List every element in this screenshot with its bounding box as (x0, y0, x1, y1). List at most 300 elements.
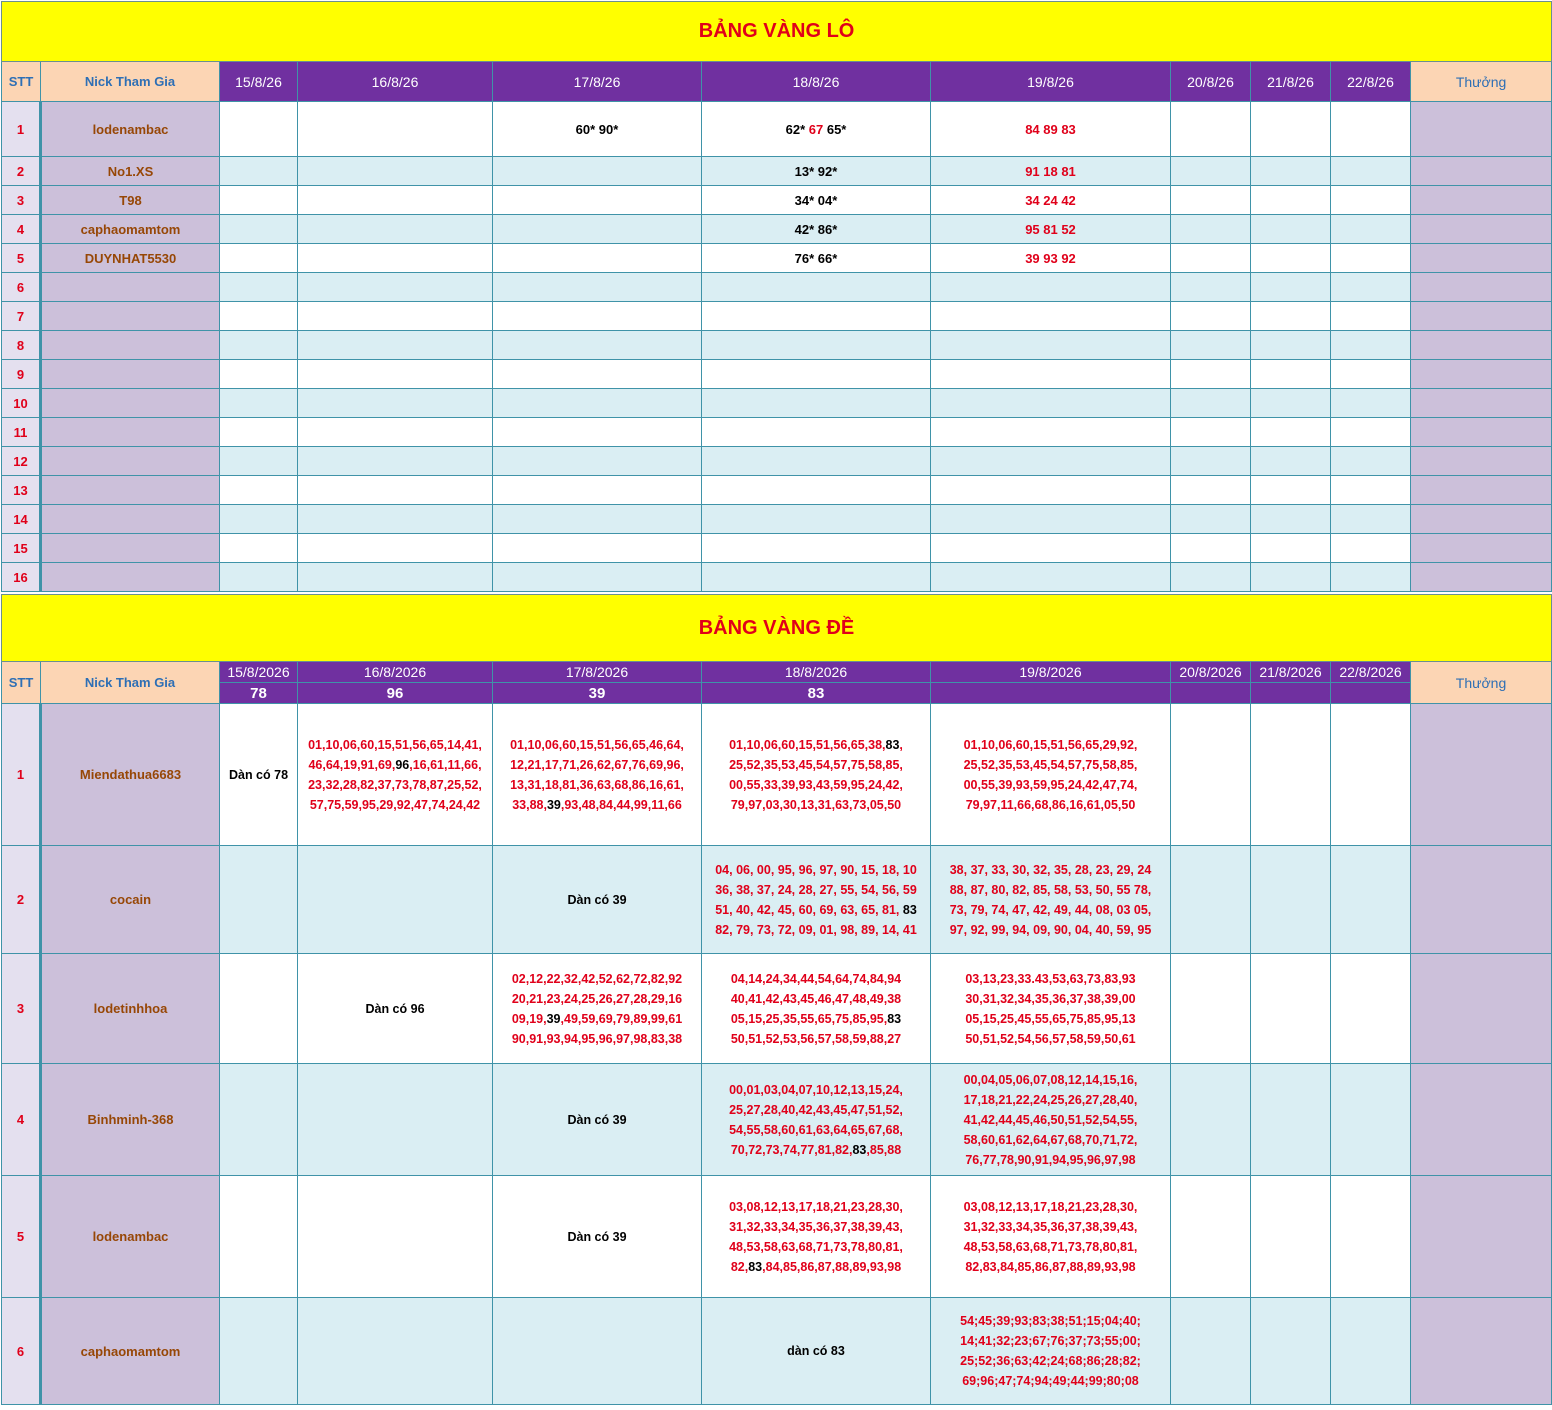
row-nick: caphaomamtom (41, 215, 220, 244)
de-cell-18 (702, 1298, 931, 1405)
de-header-date: 20/8/2026 (1171, 662, 1251, 683)
lo-cell-21 (1251, 360, 1331, 389)
lo-cell-21 (1251, 302, 1331, 331)
de-cell-part: 01,10,06,60,15,51,56,65,46,64, 12,21,17,71,26,62,67,76,69,96, 13,31,18,81,36,63,68,86,16,61, 33,88, (510, 737, 684, 812)
lo-cell-22 (1331, 244, 1411, 273)
de-cell-part: 00,01,03,04,07,10,12,13,15,24, 25,27,28,40,42,43,45,47,51,52, 54,55,58,60,61,63,64,65,67,68, 70,72,73,74,77,81,82, (729, 1082, 903, 1157)
row-thuong (1411, 418, 1552, 447)
de-cell-17 (493, 1064, 702, 1176)
row-thuong (1411, 389, 1552, 418)
lo-cell-20 (1171, 418, 1251, 447)
row-thuong (1411, 447, 1552, 476)
lo-cell-18 (702, 476, 931, 505)
lo-cell-16 (298, 215, 493, 244)
lo-cell-21 (1251, 505, 1331, 534)
lo-cell-17 (493, 186, 702, 215)
de-cell-15 (220, 846, 298, 954)
lo-cell-19 (931, 244, 1171, 273)
lo-cell-16 (298, 302, 493, 331)
row-nick: lodenambac (41, 102, 220, 157)
de-cell-17 (493, 1298, 702, 1405)
de-header-date: 17/8/2026 (493, 662, 702, 683)
row-stt: 2 (2, 846, 41, 954)
row-stt: 6 (2, 1298, 41, 1405)
de-cell-21 (1251, 704, 1331, 846)
de-header-thuong: Thưởng (1411, 662, 1552, 704)
lo-cell-22 (1331, 534, 1411, 563)
row-nick (41, 476, 220, 505)
lo-cell-15 (220, 331, 298, 360)
de-cell-hit: 83 (852, 1142, 867, 1157)
lo-cell-19 (931, 157, 1171, 186)
de-cell-part: ,84,85,86,87,88,89,93,98 (762, 1259, 902, 1274)
de-cell-22 (1331, 704, 1411, 846)
lo-cell-value: 91 18 81 (1025, 163, 1076, 179)
de-result: 96 (298, 683, 493, 704)
lo-cell-19 (931, 447, 1171, 476)
lo-header-nick: Nick Tham Gia (41, 62, 220, 102)
lo-cell-value: 84 89 83 (1025, 121, 1076, 137)
lo-header-date: 18/8/26 (702, 62, 931, 102)
de-table (1, 594, 1552, 1405)
de-cell-value: Dàn có 39 (567, 1112, 627, 1127)
de-cell-21 (1251, 1064, 1331, 1176)
de-cell-value: dàn có 83 (787, 1344, 845, 1358)
row-thuong (1411, 846, 1552, 954)
lo-cell-15 (220, 302, 298, 331)
lo-cell-15 (220, 157, 298, 186)
de-cell-21 (1251, 1176, 1331, 1298)
lo-cell-20 (1171, 447, 1251, 476)
row-stt: 4 (2, 215, 41, 244)
row-thuong (1411, 331, 1552, 360)
lo-cell-hit: 67 (808, 121, 824, 137)
de-cell-value: 54;45;39;93;83;38;51;15;04;40; 14;41;32;23;67;76;37;73;55;00; 25;52;36;63;42;24;68;86;28;82; 69;96;47;74;94;49;44;99;80;08 (960, 1314, 1141, 1388)
lo-cell-21 (1251, 102, 1331, 157)
lo-cell-20 (1171, 563, 1251, 592)
de-cell-17 (493, 954, 702, 1064)
table-row (2, 704, 1552, 846)
de-cell-value: 03,08,12,13,17,18,21,23,28,30, 31,32,33,34,35,36,37,38,39,43, 48,53,58,63,68,71,73,78,80,81, 82,83,84,85,86,87,88,89,93,98 (963, 1199, 1138, 1274)
lo-cell-19 (931, 534, 1171, 563)
lo-cell-22 (1331, 331, 1411, 360)
lo-cell-value: 60* 90* (575, 121, 619, 137)
de-cell-17 (493, 846, 702, 954)
lo-cell-17 (493, 505, 702, 534)
lo-cell-18 (702, 302, 931, 331)
row-stt: 4 (2, 1064, 41, 1176)
row-nick (41, 534, 220, 563)
lo-cell-17 (493, 331, 702, 360)
lo-cell-22 (1331, 447, 1411, 476)
lo-cell-16 (298, 389, 493, 418)
lo-cell-22 (1331, 157, 1411, 186)
row-nick: lodenambac (41, 1176, 220, 1298)
de-cell-16 (298, 704, 493, 846)
lo-cell-17 (493, 360, 702, 389)
lo-cell-20 (1171, 302, 1251, 331)
lo-cell-17 (493, 273, 702, 302)
row-nick: lodetinhhoa (41, 954, 220, 1064)
de-cell-21 (1251, 954, 1331, 1064)
lo-cell-18 (702, 244, 931, 273)
lo-cell-20 (1171, 273, 1251, 302)
lo-cell-21 (1251, 389, 1331, 418)
de-result: 78 (220, 683, 298, 704)
lo-cell-21 (1251, 186, 1331, 215)
de-cell-value: Dàn có 39 (567, 892, 627, 907)
lo-cell-18 (702, 215, 931, 244)
de-cell-hit: 39 (546, 1011, 561, 1026)
lo-cell-19 (931, 102, 1171, 157)
lo-header-date: 21/8/26 (1251, 62, 1331, 102)
row-stt: 1 (2, 102, 41, 157)
de-header-nick: Nick Tham Gia (41, 662, 220, 704)
de-cell-part: 04, 06, 00, 95, 96, 97, 90, 15, 18, 10 36, 38, 37, 24, 28, 27, 55, 54, 56, 59 51, 40, 42, 45, 60, 69, 63, 65, 81, (715, 862, 917, 917)
lo-cell-16 (298, 331, 493, 360)
de-cell-18 (702, 1064, 931, 1176)
row-stt: 2 (2, 157, 41, 186)
lo-cell-16 (298, 447, 493, 476)
de-cell-19 (931, 846, 1171, 954)
de-cell-part: 02,12,22,32,42,52,62,72,82,92 20,21,23,24,25,26,27,28,29,16 09,19, (511, 971, 683, 1026)
de-cell-15 (220, 1298, 298, 1405)
de-cell-19 (931, 1176, 1171, 1298)
table-row (2, 1064, 1552, 1176)
de-cell-part: 03,08,12,13,17,18,21,23,28,30, 31,32,33,34,35,36,37,38,39,43, 48,53,58,63,68,71,73,78,80,81, 82, (729, 1199, 903, 1274)
table-row (2, 244, 1552, 273)
de-cell-21 (1251, 1298, 1331, 1405)
de-cell-hit: 83 (885, 737, 900, 752)
lo-cell-20 (1171, 244, 1251, 273)
lo-cell-18 (702, 273, 931, 302)
de-title: BẢNG VÀNG ĐỀ (2, 595, 1552, 662)
row-stt: 6 (2, 273, 41, 302)
de-cell-value: 01,10,06,60,15,51,56,65,29,92, 25,52,35,53,45,54,57,75,58,85, 00,55,39,93,59,95,24,42,47,74, 79,97,11,66,68,86,16,61,05,50 (963, 737, 1138, 812)
lo-cell-16 (298, 476, 493, 505)
lo-cell-20 (1171, 157, 1251, 186)
de-cell-17 (493, 704, 702, 846)
table-row (2, 331, 1552, 360)
lo-cell-16 (298, 563, 493, 592)
lo-cell-15 (220, 389, 298, 418)
lo-cell-15 (220, 273, 298, 302)
lo-cell-value: 39 93 92 (1025, 250, 1076, 266)
lo-cell-18 (702, 360, 931, 389)
row-nick (41, 360, 220, 389)
table-row (2, 1176, 1552, 1298)
lo-cell-21 (1251, 476, 1331, 505)
de-cell-part: 01,10,06,60,15,51,56,65,38, (729, 737, 886, 752)
row-thuong (1411, 1298, 1552, 1405)
row-stt: 5 (2, 1176, 41, 1298)
lo-cell-22 (1331, 389, 1411, 418)
lo-cell-17 (493, 302, 702, 331)
lo-cell-16 (298, 505, 493, 534)
row-nick (41, 505, 220, 534)
lo-cell-16 (298, 418, 493, 447)
lo-cell-22 (1331, 186, 1411, 215)
table-row (2, 954, 1552, 1064)
lo-cell-20 (1171, 505, 1251, 534)
lo-cell-22 (1331, 302, 1411, 331)
lo-cell-15 (220, 505, 298, 534)
lo-cell-18 (702, 102, 931, 157)
table-row (2, 1298, 1552, 1405)
table-row (2, 157, 1552, 186)
de-cell-part: 04,14,24,34,44,54,64,74,84,94 40,41,42,43,45,46,47,48,49,38 05,15,25,35,55,65,75,85,95, (730, 971, 902, 1026)
de-cell-hit: 96 (395, 757, 410, 772)
lo-cell-16 (298, 360, 493, 389)
lo-cell-17 (493, 157, 702, 186)
row-nick (41, 563, 220, 592)
de-cell-20 (1171, 846, 1251, 954)
table-row (2, 186, 1552, 215)
lo-cell-21 (1251, 273, 1331, 302)
de-result (1331, 683, 1411, 704)
lo-header-date: 15/8/26 (220, 62, 298, 102)
de-cell-19 (931, 954, 1171, 1064)
lo-cell-16 (298, 102, 493, 157)
de-cell-17 (493, 1176, 702, 1298)
row-stt: 15 (2, 534, 41, 563)
lo-cell-17 (493, 215, 702, 244)
row-nick: caphaomamtom (41, 1298, 220, 1405)
lo-cell-19 (931, 476, 1171, 505)
lo-cell-21 (1251, 447, 1331, 476)
row-thuong (1411, 215, 1552, 244)
lo-cell-part: 65* (823, 121, 847, 137)
lo-cell-15 (220, 244, 298, 273)
lo-cell-22 (1331, 215, 1411, 244)
row-stt: 3 (2, 954, 41, 1064)
lo-cell-18 (702, 534, 931, 563)
row-thuong (1411, 186, 1552, 215)
lo-header-date: 16/8/26 (298, 62, 493, 102)
table-row (2, 102, 1552, 157)
lo-cell-19 (931, 563, 1171, 592)
de-cell-value: Dàn có 96 (365, 1001, 425, 1016)
lo-cell-18 (702, 505, 931, 534)
row-thuong (1411, 563, 1552, 592)
row-stt: 14 (2, 505, 41, 534)
de-cell-part: ,85,88 (866, 1142, 902, 1157)
lo-cell-15 (220, 102, 298, 157)
lo-cell-15 (220, 476, 298, 505)
lo-cell-value: 13* 92* (794, 163, 838, 179)
lo-header-date: 17/8/26 (493, 62, 702, 102)
de-cell-15 (220, 704, 298, 846)
lo-cell-20 (1171, 389, 1251, 418)
lo-cell-22 (1331, 273, 1411, 302)
row-stt: 13 (2, 476, 41, 505)
table-row (2, 447, 1552, 476)
lo-title: BẢNG VÀNG LÔ (2, 2, 1552, 62)
de-cell-15 (220, 1176, 298, 1298)
lo-cell-20 (1171, 186, 1251, 215)
table-row (2, 534, 1552, 563)
de-cell-value: 03,13,23,33.43,53,63,73,83,93 30,31,32,34,35,36,37,38,39,00 05,15,25,45,55,65,75,85,95,13 50,51,52,54,56,57,58,59,50,61 (965, 971, 1136, 1046)
de-result: 83 (702, 683, 931, 704)
row-nick (41, 418, 220, 447)
de-cell-19 (931, 1298, 1171, 1405)
lo-cell-21 (1251, 215, 1331, 244)
lo-header-date: 20/8/26 (1171, 62, 1251, 102)
de-header-date: 22/8/2026 (1331, 662, 1411, 683)
table-row (2, 418, 1552, 447)
de-cell-20 (1171, 954, 1251, 1064)
lo-cell-15 (220, 360, 298, 389)
lo-cell-15 (220, 447, 298, 476)
de-cell-part: ,93,48,84,44,99,11,66 (560, 797, 682, 812)
lo-cell-21 (1251, 534, 1331, 563)
lo-cell-16 (298, 534, 493, 563)
table-row (2, 360, 1552, 389)
de-cell-18 (702, 846, 931, 954)
de-cell-20 (1171, 1298, 1251, 1405)
de-cell-15 (220, 954, 298, 1064)
lo-cell-19 (931, 186, 1171, 215)
lo-cell-value: 95 81 52 (1025, 221, 1076, 237)
lo-cell-21 (1251, 418, 1331, 447)
row-thuong (1411, 534, 1552, 563)
de-cell-hit: 83 (887, 1011, 902, 1026)
de-cell-16 (298, 1064, 493, 1176)
de-header-date: 21/8/2026 (1251, 662, 1331, 683)
table-row (2, 476, 1552, 505)
lo-cell-20 (1171, 215, 1251, 244)
lo-cell-19 (931, 302, 1171, 331)
de-cell-16 (298, 1176, 493, 1298)
lo-cell-15 (220, 534, 298, 563)
lo-cell-15 (220, 186, 298, 215)
row-nick (41, 331, 220, 360)
lo-cell-value: 42* 86* (794, 221, 838, 237)
lo-cell-20 (1171, 360, 1251, 389)
lo-cell-20 (1171, 476, 1251, 505)
table-row (2, 302, 1552, 331)
lo-cell-value: 34* 04* (794, 192, 838, 208)
lo-cell-21 (1251, 331, 1331, 360)
row-stt: 12 (2, 447, 41, 476)
lo-cell-17 (493, 102, 702, 157)
de-cell-part: 01,10,06,60,15,51,56,65,14,41, 46,64,19,91,69, (308, 737, 482, 772)
de-cell-part: 82, 79, 73, 72, 09, 01, 98, 89, 14, 41 (715, 922, 917, 937)
row-nick: DUYNHAT5530 (41, 244, 220, 273)
lo-cell-18 (702, 186, 931, 215)
de-result (1251, 683, 1331, 704)
lo-cell-17 (493, 418, 702, 447)
de-cell-16 (298, 846, 493, 954)
de-cell-19 (931, 1064, 1171, 1176)
row-thuong (1411, 1176, 1552, 1298)
lo-cell-22 (1331, 505, 1411, 534)
de-header-date: 16/8/2026 (298, 662, 493, 683)
row-nick (41, 273, 220, 302)
lo-header-thuong: Thưởng (1411, 62, 1552, 102)
table-row (2, 505, 1552, 534)
de-cell-16 (298, 1298, 493, 1405)
lo-cell-19 (931, 389, 1171, 418)
de-header-date: 18/8/2026 (702, 662, 931, 683)
lo-cell-17 (493, 389, 702, 418)
de-cell-16 (298, 954, 493, 1064)
de-header-date: 15/8/2026 (220, 662, 298, 683)
de-result: 39 (493, 683, 702, 704)
de-cell-value: Dàn có 39 (567, 1229, 627, 1244)
de-result (1171, 683, 1251, 704)
lo-cell-22 (1331, 102, 1411, 157)
row-thuong (1411, 273, 1552, 302)
de-cell-22 (1331, 1176, 1411, 1298)
row-stt: 9 (2, 360, 41, 389)
row-thuong (1411, 704, 1552, 846)
row-thuong (1411, 1064, 1552, 1176)
row-thuong (1411, 244, 1552, 273)
lo-cell-16 (298, 244, 493, 273)
row-nick: Binhminh-368 (41, 1064, 220, 1176)
de-cell-part: ,16,61,11,66, 23,32,28,82,37,73,78,87,25,52, 57,75,59,95,29,92,47,74,24,42 (308, 757, 482, 812)
de-cell-hit: 83 (748, 1259, 763, 1274)
lo-cell-18 (702, 157, 931, 186)
lo-cell-16 (298, 157, 493, 186)
lo-cell-18 (702, 563, 931, 592)
de-cell-hit: 39 (546, 797, 561, 812)
lo-cell-21 (1251, 563, 1331, 592)
row-thuong (1411, 302, 1552, 331)
lo-cell-18 (702, 331, 931, 360)
lo-cell-20 (1171, 102, 1251, 157)
row-stt: 8 (2, 331, 41, 360)
de-cell-part: ,49,59,69,79,89,99,61 90,91,93,94,95,96,97,98,83,38 (511, 1011, 683, 1046)
de-result (931, 683, 1171, 704)
row-stt: 3 (2, 186, 41, 215)
row-thuong (1411, 505, 1552, 534)
row-thuong (1411, 476, 1552, 505)
row-stt: 11 (2, 418, 41, 447)
row-stt: 16 (2, 563, 41, 592)
lo-cell-19 (931, 331, 1171, 360)
table-row (2, 273, 1552, 302)
de-cell-21 (1251, 846, 1331, 954)
de-cell-part: 50,51,52,53,56,57,58,59,88,27 (730, 1031, 902, 1046)
de-cell-22 (1331, 1064, 1411, 1176)
lo-cell-16 (298, 186, 493, 215)
row-nick (41, 302, 220, 331)
lo-cell-21 (1251, 244, 1331, 273)
lo-cell-18 (702, 447, 931, 476)
row-stt: 7 (2, 302, 41, 331)
lo-table (1, 1, 1552, 592)
de-header-date: 19/8/2026 (931, 662, 1171, 683)
row-nick: cocain (41, 846, 220, 954)
lo-cell-17 (493, 476, 702, 505)
de-cell-20 (1171, 1176, 1251, 1298)
lo-cell-part: 62* (785, 121, 809, 137)
lo-cell-22 (1331, 360, 1411, 389)
de-cell-value: 00,04,05,06,07,08,12,14,15,16, 17,18,21,22,24,25,26,27,28,40, 41,42,44,45,46,50,51,52,54,55, 58,60,61,62,64,67,68,70,71,72, 76,77,78,90,91,94,95,96,97,98 (963, 1072, 1138, 1167)
table-row (2, 215, 1552, 244)
de-cell-hit: 83 (902, 902, 917, 917)
de-cell-20 (1171, 1064, 1251, 1176)
table-row (2, 563, 1552, 592)
de-cell-18 (702, 1176, 931, 1298)
lo-cell-22 (1331, 563, 1411, 592)
de-cell-15 (220, 1064, 298, 1176)
row-nick (41, 389, 220, 418)
lo-cell-20 (1171, 331, 1251, 360)
lo-cell-17 (493, 563, 702, 592)
